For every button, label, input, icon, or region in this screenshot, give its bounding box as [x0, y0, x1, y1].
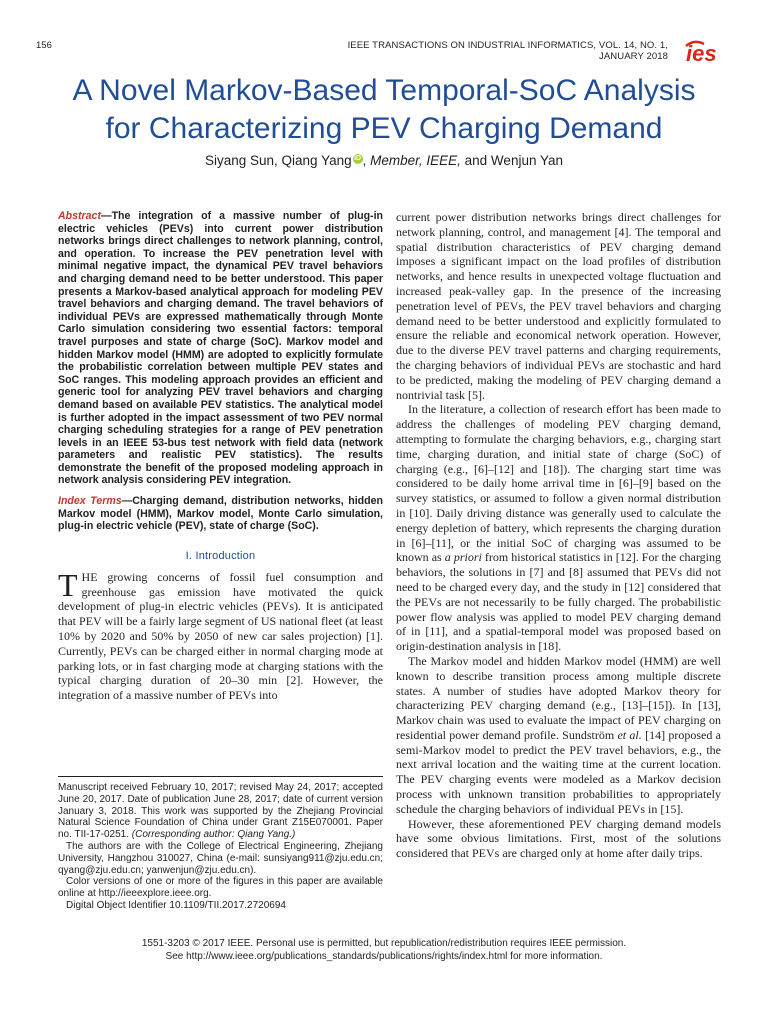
footer-line-2[interactable]: See http://www.ieee.org/publications_standards/publications/rights/index.html for more information. — [165, 950, 603, 962]
footnote-doi — [58, 900, 383, 912]
author-names-1: Siyang Sun, Qiang Yang — [204, 153, 352, 168]
page-number: 156 — [36, 40, 52, 51]
ies-logo-icon — [682, 36, 732, 64]
section-heading-introduction: I. Introduction — [185, 549, 256, 562]
abstract-label: Abstract — [58, 210, 101, 222]
right-column — [396, 210, 721, 861]
right-paragraph-2 — [396, 402, 721, 654]
right-paragraph-2-em: a priori — [444, 550, 482, 565]
right-paragraph-4: However, these aforementioned PEV charging demand models have some obvious limitations. First, most of the solutions considered that PEVs are charged only at home after daily trips. — [396, 816, 721, 861]
author-line — [30, 153, 738, 168]
copyright-footer — [40, 938, 728, 963]
paper-title — [30, 72, 738, 148]
title-line-1: A Novel Markov-Based Temporal-SoC Analysis — [72, 74, 696, 107]
footnote-doi-text: Digital Object Identifier 10.1109/TII.2017.2720694 — [66, 899, 286, 911]
footnote-color-versions-text: Color versions of one or more of the figures in this paper are available online at http://ieeexplore.ieee.org. — [58, 876, 383, 900]
right-paragraph-2-a: In the literature, a collection of research effort has been made to address the challenges of modeling PEV charging demand, attempting to formulate the charging behaviors, e.g., charging start time, charging duration, and initial state of charge (SoC) of charging (e.g., [6]–[12] and [18]). The charging start time was considered to be daily home arrival time in [6]–[9] based on the survey statistics, or assumed to follow a given normal distribution in [10]. Daily driving distance was generally used to calculate the energy depletion of battery, which represents the charging duration in [6]–[11], or the initial SoC of charging was assumed to be known as — [396, 402, 721, 565]
index-terms-text: —Charging demand, distribution networks, hidden Markov model (HMM), Markov model, Monte Carlo simulation, plug-in electric vehicle (PEV), state of charge (SoC). — [58, 495, 383, 533]
author-membership: Member, IEEE, — [370, 153, 461, 168]
author-names-2: and Wenjun Yan — [460, 153, 563, 168]
footnote-corresponding: (Corresponding author: Qiang Yang.) — [131, 829, 296, 841]
abstract-text: —The integration of a massive number of plug-in electric vehicles (PEVs) into current power distribution networks brings direct challenges to network planning, control, and operation. To increase the PEV penetration level with minimal negative impact, the dynamical PEV travel behaviors and charging demand need to be better understood. This paper presents a Markov-based analytical approach for modeling PEV travel behaviors and charging demand. The travel behaviors of individual PEVs are expressed mathematically through Monte Carlo simulation considering two essential factors: temporal travel purposes and state of charge (SoC). Markov model and hidden Markov model (HMM) are adopted to explicitly formulate the probabilistic correlation between multiple PEV states and SoC ranges. This modeling approach provides an efficient and generic tool for analyzing PEV travel behaviors and charging demand based on available PEV statistics. The analytical model is further adopted in the impact assessment of two PEV normal charging scheduling strategies for a range of PEV penetration levels in an IEEE 53-bus test network with field data (network parameters and realistic PEV statistics). The results demonstrate the benefit of the proposed modeling approach in network analysis considering PEV integration. — [58, 210, 383, 487]
footnote-divider — [58, 776, 383, 777]
title-line-2: for Characterizing PEV Charging Demand — [105, 112, 663, 145]
logo-text: ies — [686, 41, 717, 64]
index-terms-label: Index Terms — [58, 495, 122, 508]
footnote-affiliation — [58, 841, 383, 876]
footnotes — [58, 782, 383, 912]
author-sep: , — [362, 153, 371, 168]
intro-paragraph-1 — [58, 566, 383, 703]
footnote-manuscript — [58, 782, 383, 841]
footnote-manuscript-text: Manuscript received February 10, 2017; revised May 24, 2017; accepted June 20, 2017. Date of publication June 28, 2017; date of current version January 3, 2018. This work was supported by the Zhejiang Provincial Natural Science Foundation of China under Grant Z15E070001. Paper no. TII-17-0251. — [58, 782, 383, 841]
right-paragraph-3-em: et al. — [617, 727, 642, 742]
right-paragraph-3-a: The Markov model and hidden Markov model (HMM) are well known to describe transition process among multiple discrete states. A number of studies have adopted Markov theory for characterizing PEV charging demand (e.g., [13]–[15]). In [13], Markov chain was used to evaluate the impact of PEV charging on residential power demand profile. Sundström — [396, 653, 721, 742]
abstract — [58, 210, 383, 487]
dropcap: T — [58, 566, 78, 603]
right-paragraph-3 — [396, 654, 721, 817]
intro-paragraph-1-text: HE growing concerns of fossil fuel consumption and greenhouse gas emission have motivated the quick development of plug-in electric vehicles (PEVs). It is anticipated that PEV will be a fairly large segment of US national fleet (at least 10% by 2020 and 50% by 2050 of new car sales projection) [1]. Currently, PEVs can be charged either in normal charging mode at parking lots, or in fast charging mode at charging stations with the typical charging duration of 20–30 min [2]. However, the integration of a massive number of PEVs into — [58, 569, 383, 703]
right-paragraph-2-b: from historical statistics in [12]. For the charging behaviors, the solutions in [7] and [8] assumed that PEVs did not need to be charged every day, and the study in [12] considered that the PEVs are not necessarily to be fully charged. The probabilistic power flow analysis was applied to model PEV charging demand of in [11], and a spatial-temporal model was proposed based on origin-destination analysis in [18]. — [396, 550, 721, 654]
right-paragraph-1: current power distribution networks brings direct challenges for network planning, control, and management [4]. The temporal and spatial distribution characteristics of PEV charging demand imposes a significant impact on the load profiles of distribution networks, and hence results in unexpected voltage fluctuation and increased peak-valley gap. In the presence of the increasing penetration level of PEVs, the PEV travel behaviors and charging demand need to be better understood and explicitly formulated to ensure the reliable and economical network operation. However, due to the diverse PEV travel patterns and charging requirements, the charging behaviors of individual PEVs are stochastic and hard to be predicted, making the modeling of PEV charging demand a nontrivial task [5]. — [396, 210, 721, 402]
footer-line-1: 1551-3203 © 2017 IEEE. Personal use is permitted, but republication/redistribution requires IEEE permission. — [141, 938, 627, 949]
left-column — [58, 210, 383, 703]
index-terms — [58, 495, 383, 533]
footnote-color-versions — [58, 876, 383, 900]
right-paragraph-3-b: [14] proposed a semi-Markov model to predict the PEV travel behaviors, e.g., the next arrival location and the waiting time at the current location. The PEV charging events were modeled as a Markov decision process with unknown transition probabilities to appropriately schedule the charging behaviors of individual PEVs in [15]. — [396, 727, 722, 816]
journal-header: IEEE TRANSACTIONS ON INDUSTRIAL INFORMATICS, VOL. 14, NO. 1, JANUARY 2018 — [347, 40, 668, 62]
footnote-affiliation-text: The authors are with the College of Electrical Engineering, Zhejiang University, Hangzhou 310027, China (e-mail: sunsiyang911@zju.edu.cn; qyang@zju.edu.cn; yanwenjun@zju.edu.cn). — [58, 840, 383, 876]
orcid-icon[interactable]: iD — [354, 154, 362, 162]
